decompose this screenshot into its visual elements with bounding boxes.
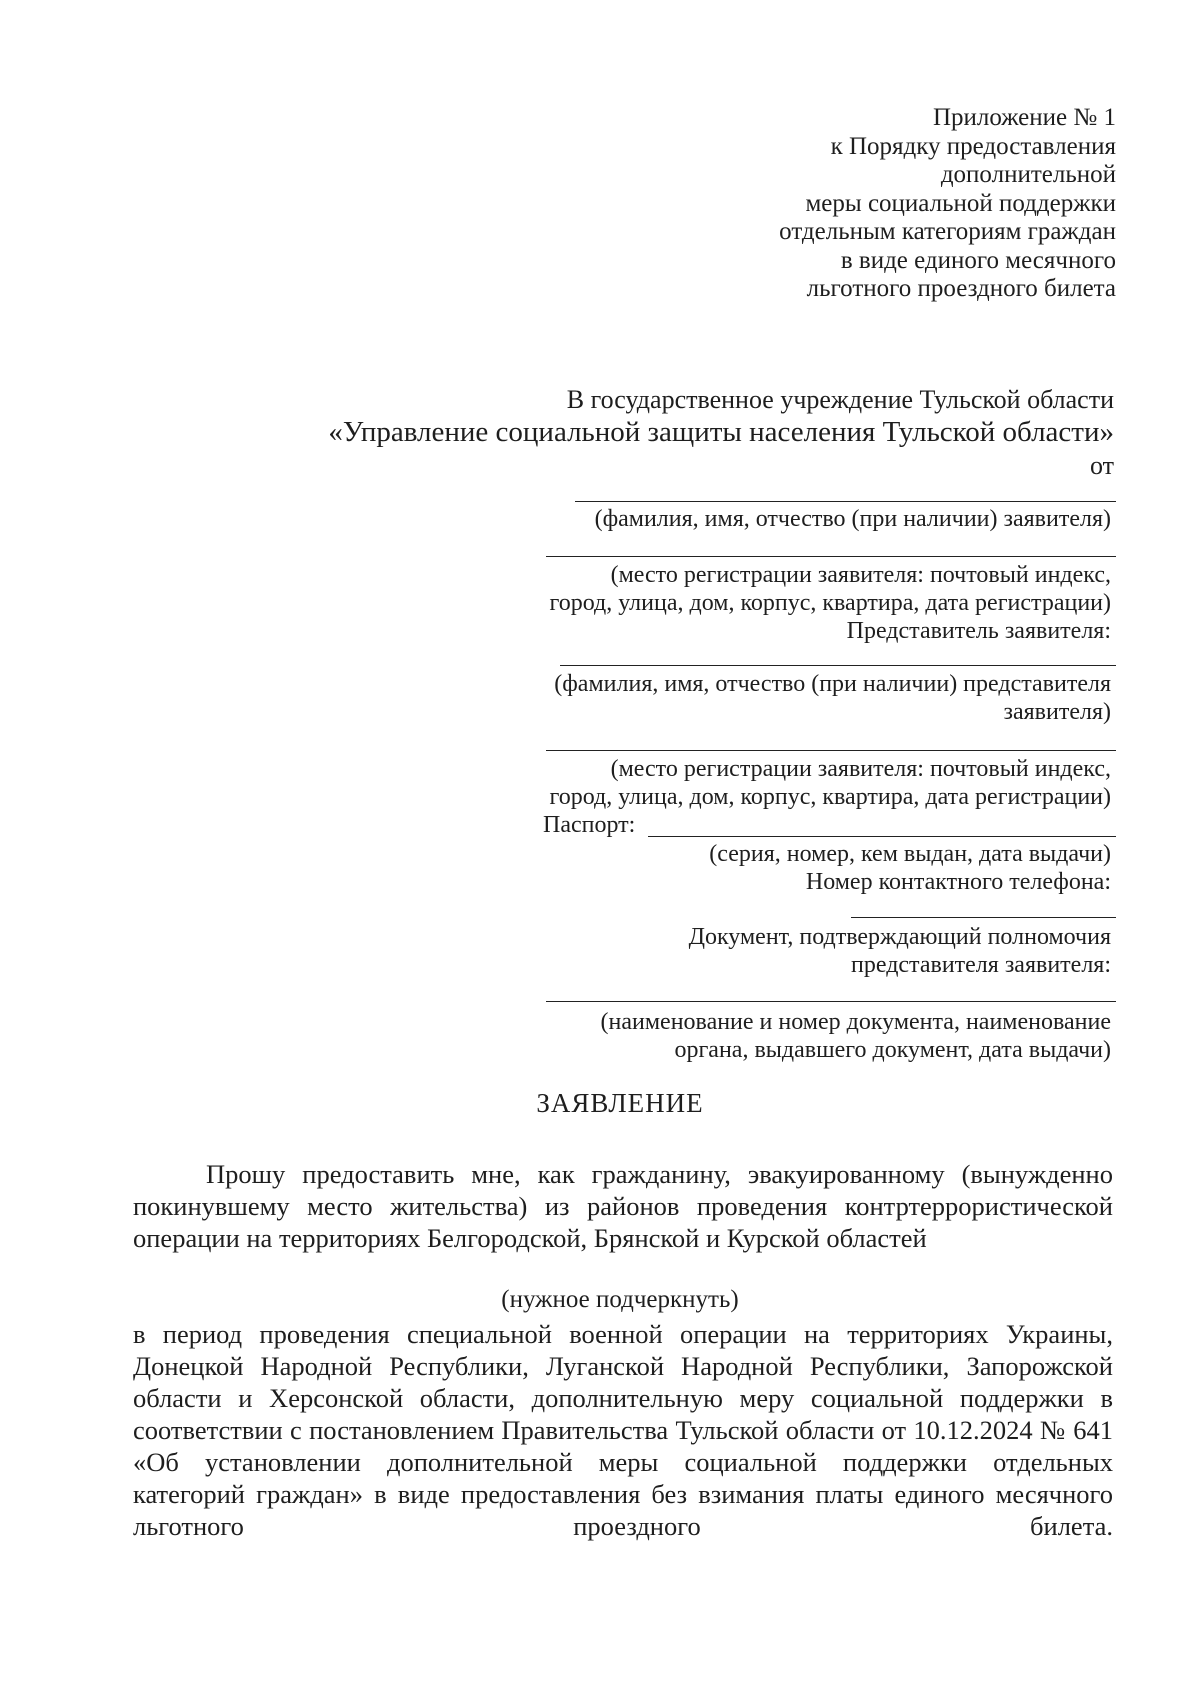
applicant-address-field[interactable] xyxy=(546,556,1116,557)
paragraph-text: Прошу предоставить мне, как гражданину, эвакуированному (вынужденно покинувшему место жительства) из районов проведения контртеррористической операции на территориях Белгородской, Брянской и Курской областей xyxy=(133,1159,1113,1253)
body-paragraph-1 xyxy=(133,1158,1113,1254)
appendix-header xyxy=(516,104,1116,304)
authority-doc-label xyxy=(689,923,1111,979)
applicant-address-caption xyxy=(549,561,1111,645)
applicant-name-field[interactable] xyxy=(575,501,1116,502)
appendix-line: льготного проездного билета xyxy=(806,275,1116,302)
caption-line: (серия, номер, кем выдан, дата выдачи) xyxy=(709,841,1111,867)
representative-label: Представитель заявителя: xyxy=(846,618,1111,644)
recipient-block xyxy=(294,384,1114,481)
authority-doc-field[interactable] xyxy=(546,1001,1116,1002)
phone-label: Номер контактного телефона: xyxy=(805,869,1111,895)
body-paragraph-2 xyxy=(133,1318,1113,1542)
appendix-line: к Порядку предоставления xyxy=(830,132,1116,160)
caption-line: органа, выдавшего документ, дата выдачи) xyxy=(674,1037,1111,1063)
recipient-organization: «Управление социальной защиты населения Тульской области» xyxy=(328,416,1114,448)
applicant-name-caption: (фамилия, имя, отчество (при наличии) заявителя) xyxy=(594,506,1111,532)
underline-note: (нужное подчеркнуть) xyxy=(501,1286,739,1313)
representative-name-field[interactable] xyxy=(560,665,1116,666)
representative-address-caption xyxy=(549,755,1111,811)
caption-line: (фамилия, имя, отчество (при наличии) представителя xyxy=(554,671,1111,697)
passport-field[interactable] xyxy=(648,836,1116,837)
caption-line: представителя заявителя: xyxy=(851,952,1111,978)
caption-line: (место регистрации заявителя: почтовый индекс, xyxy=(610,562,1111,588)
appendix-line: дополнительной xyxy=(940,161,1116,188)
passport-label: Паспорт: xyxy=(543,812,636,838)
representative-address-field[interactable] xyxy=(546,750,1116,751)
appendix-line: меры социальной поддержки xyxy=(805,189,1116,217)
from-label: от xyxy=(1089,451,1114,480)
phone-field[interactable] xyxy=(851,917,1116,918)
caption-line: (место регистрации заявителя: почтовый индекс, xyxy=(610,756,1111,782)
caption-line: город, улица, дом, корпус, квартира, дата регистрации) xyxy=(549,590,1111,616)
representative-name-caption xyxy=(554,670,1111,726)
recipient-line: В государственное учреждение Тульской области xyxy=(566,385,1114,414)
paragraph-text: в период проведения специальной военной операции на территориях Украины, Донецкой Народной Республики, Луганской Народной Республики, Запорожской области и Херсонской области, дополнительную меру социальной поддержки в соответствии с постановлением Правительства Тульской области от 10.12.2024 № 641 «Об установлении дополнительной меры социальной поддержки отдельных категорий граждан» в виде предоставления без взимания платы единого месячного льготного проездного билета. xyxy=(133,1319,1113,1541)
caption-line: (наименование и номер документа, наименование xyxy=(600,1009,1111,1035)
caption-line: заявителя) xyxy=(1003,699,1111,725)
passport-caption xyxy=(709,840,1111,896)
document-title: ЗАЯВЛЕНИЕ xyxy=(536,1088,704,1118)
appendix-line: в виде единого месячного xyxy=(840,246,1116,274)
caption-line: Документ, подтверждающий полномочия xyxy=(688,924,1111,950)
appendix-line: отдельным категориям граждан xyxy=(779,218,1116,245)
authority-doc-caption xyxy=(601,1008,1111,1064)
appendix-line: Приложение № 1 xyxy=(932,104,1116,131)
caption-line: город, улица, дом, корпус, квартира, дата регистрации) xyxy=(549,784,1111,810)
